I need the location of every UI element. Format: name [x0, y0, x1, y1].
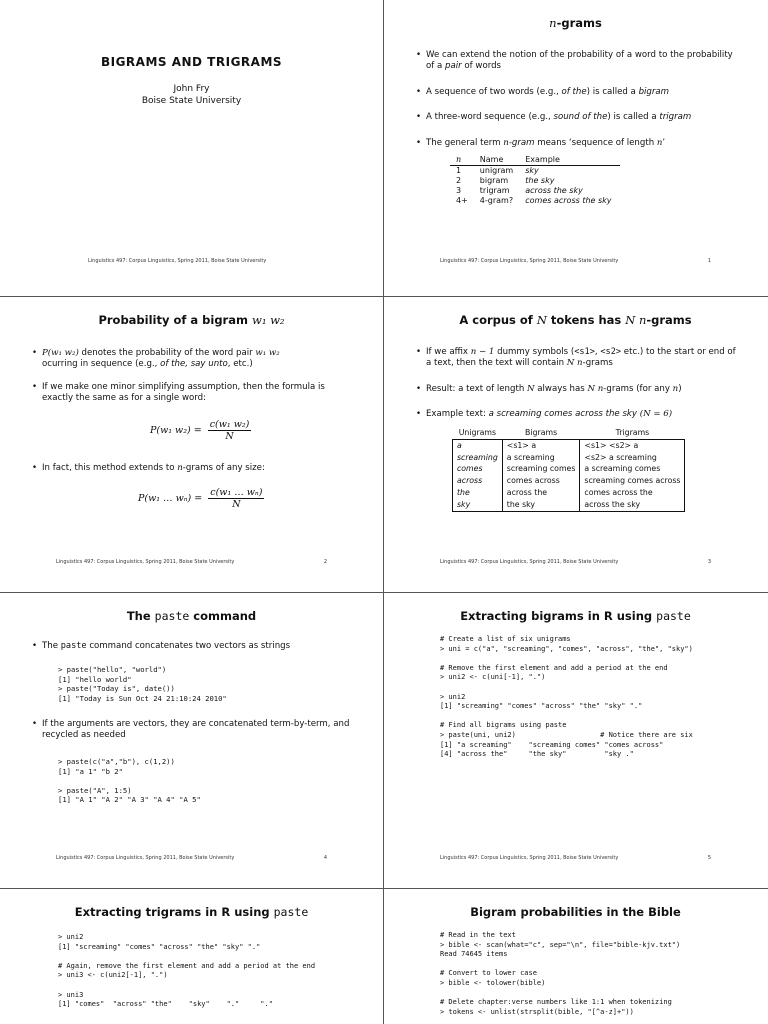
table-row: a <s1> a <s1> <s2> a [453, 439, 685, 451]
bullet-definition: • P(w₁ w₂) denotes the probability of the word pair w₁ w₂ ocurring in sequence (e.g., of the, say unto, etc.) [42, 348, 355, 370]
slide-footer [440, 258, 711, 264]
slide-extract-bigrams [384, 593, 767, 889]
table-row: across comes across screaming comes across [453, 475, 685, 487]
bullet-dummy-symbols: • If we affix n − 1 dummy symbols (<s1>, <s2> etc.) to the start or end of a text, then the text will contain N n-grams [426, 347, 739, 369]
bullet-general: • The general term n-gram means ‘sequence of length n’ [426, 138, 739, 149]
bullet-assumption: • If we make one minor simplifying assumption, then the formula is exactly the same as for a single word: [42, 382, 355, 404]
bullet-example: • Example text: a screaming comes across the sky (N = 6) [426, 409, 739, 420]
col-header: Example [519, 155, 620, 166]
slide-title: n-grams [549, 16, 602, 30]
slide-title: Extracting trigrams in R using paste [74, 905, 309, 919]
page-number: 2 [323, 559, 327, 565]
table-row: 3 trigram across the sky [456, 186, 583, 195]
slide-bible-bigrams [384, 889, 767, 1024]
slide-paste-command [0, 593, 383, 889]
table-row: sky the sky across the sky [453, 499, 685, 511]
table-row: screaming a screaming <s2> a screaming [453, 452, 685, 464]
col-header: Name [474, 155, 519, 166]
bullet-extends: • In fact, this method extends to n-grams of any size: [42, 463, 355, 474]
code-bigrams: # Create a list of six unigrams > uni = c("a", "screaming", "comes", "across", "the", "sky") # Remove the first element and add a period at the end > uni2 <- c(uni[-1], ".") > uni2 [1] "screaming" "comes" "across" "the" "sky" "." # Find all bigrams using paste > paste(uni, uni2) # Notice there are six [1] "a screaming" "screaming comes" "comes across" [4] "across the" "the sky" "sky ." [440, 635, 693, 759]
bullet-concatenates: • The paste command concatenates two vectors as strings [42, 641, 355, 652]
slide-title: Probability of a bigram w₁ w₂ [98, 313, 285, 327]
slide-title [0, 0, 383, 296]
col-header: n [450, 155, 474, 166]
deck-title: BIGRAMS AND TRIGRAMS [100, 55, 283, 69]
slide-footer [56, 855, 327, 861]
page-number: 1 [707, 258, 711, 264]
col-header: Trigrams [615, 428, 650, 437]
ngram-table [450, 155, 620, 206]
ngram-example-table [452, 427, 685, 512]
footer-text: Linguistics 497: Corpus Linguistics, Spring 2011, Boise State University [56, 855, 235, 861]
code-example-1: > paste("hello", "world") [1] "hello world" > paste("Today is", date()) [1] "Today is Sun Oct 24 21:10:24 2010" [58, 665, 227, 703]
slide-ngrams [384, 0, 767, 296]
bullet-pair: • We can extend the notion of the probability of a word to the probability of a pair of words [426, 50, 739, 72]
page-number: 3 [707, 559, 711, 565]
col-header: Unigrams [458, 428, 497, 437]
affiliation: Boise State University [141, 96, 242, 106]
bullet-bigram: • A sequence of two words (e.g., of the) is called a bigram [426, 87, 739, 98]
slide-extract-trigrams [0, 889, 383, 1024]
table-row: comes screaming comes a screaming comes [453, 463, 685, 475]
slide-title: A corpus of N tokens has N n-grams [459, 313, 692, 327]
table-row: 2 bigram the sky [456, 176, 555, 185]
footer-text: Linguistics 497: Corpus Linguistics, Spring 2011, Boise State University [56, 559, 235, 565]
slide-title: Extracting bigrams in R using paste [460, 609, 691, 623]
page-number: 5 [707, 855, 711, 861]
col-header: Bigrams [525, 428, 558, 437]
code-bible: # Read in the text > bible <- scan(what="c", sep="\n", file="bible-kjv.txt") Read 74645 items # Convert to lower case > bible <- tolower(bible) # Delete chapter:verse numbers like 1:1 when tokenizing > tokens <- unlist(strsplit(bible, "[^a-z]+")) [440, 931, 681, 1016]
slide-footer [440, 855, 711, 861]
page-number: 4 [323, 855, 327, 861]
bigram-formula: P(w₁ w₂) = $\frac{\text{c(w₁ w₂)}}{N}$ [150, 419, 250, 442]
slide-corpus-tokens [384, 297, 767, 593]
bullet-vectors: • If the arguments are vectors, they are concatenated term-by-term, and recycled as needed [42, 719, 355, 741]
footer-text: Linguistics 497: Corpus Linguistics, Spring 2011, Boise State University [440, 258, 619, 264]
bullet-result: • Result: a text of length N always has N n-grams (for any n) [426, 384, 739, 395]
footer-text: Linguistics 497: Corpus Linguistics, Spring 2011, Boise State University [440, 855, 619, 861]
slide-footer [88, 258, 327, 264]
slide-title: The paste command [126, 609, 257, 623]
slide-title: Bigram probabilities in the Bible [470, 905, 681, 919]
bullet-trigram: • A three-word sequence (e.g., sound of the) is called a trigram [426, 112, 739, 123]
author-name: John Fry [173, 84, 210, 94]
code-example-2: > paste(c("a","b"), c(1,2)) [1] "a 1" "b 2" > paste("A", 1:5) [1] "A 1" "A 2" "A 3" "A 4" "A 5" [58, 757, 201, 805]
slide-bigram-probability [0, 297, 383, 593]
slide-footer [440, 559, 711, 565]
footer-text: Linguistics 497: Corpus Linguistics, Spring 2011, Boise State University [440, 559, 619, 565]
slide-footer [56, 559, 327, 565]
table-row: 1 unigram sky [456, 166, 539, 175]
table-row: the across the comes across the [453, 487, 685, 499]
table-row: 4+ 4-gram? comes across the sky [456, 196, 612, 205]
code-trigrams: > uni2 [1] "screaming" "comes" "across" "the" "sky" "." # Again, remove the first element and add a period at the end > uni3 <- c(uni2[-1], ".") > uni3 [1] "comes" "across" "the" "sky" "." "." [58, 933, 316, 1009]
ngram-formula: P(w₁ … wₙ) = $\frac{\text{c(w₁ … wₙ)}}{N}$ [138, 487, 263, 510]
footer-text: Linguistics 497: Corpus Linguistics, Spring 2011, Boise State University [88, 258, 267, 264]
